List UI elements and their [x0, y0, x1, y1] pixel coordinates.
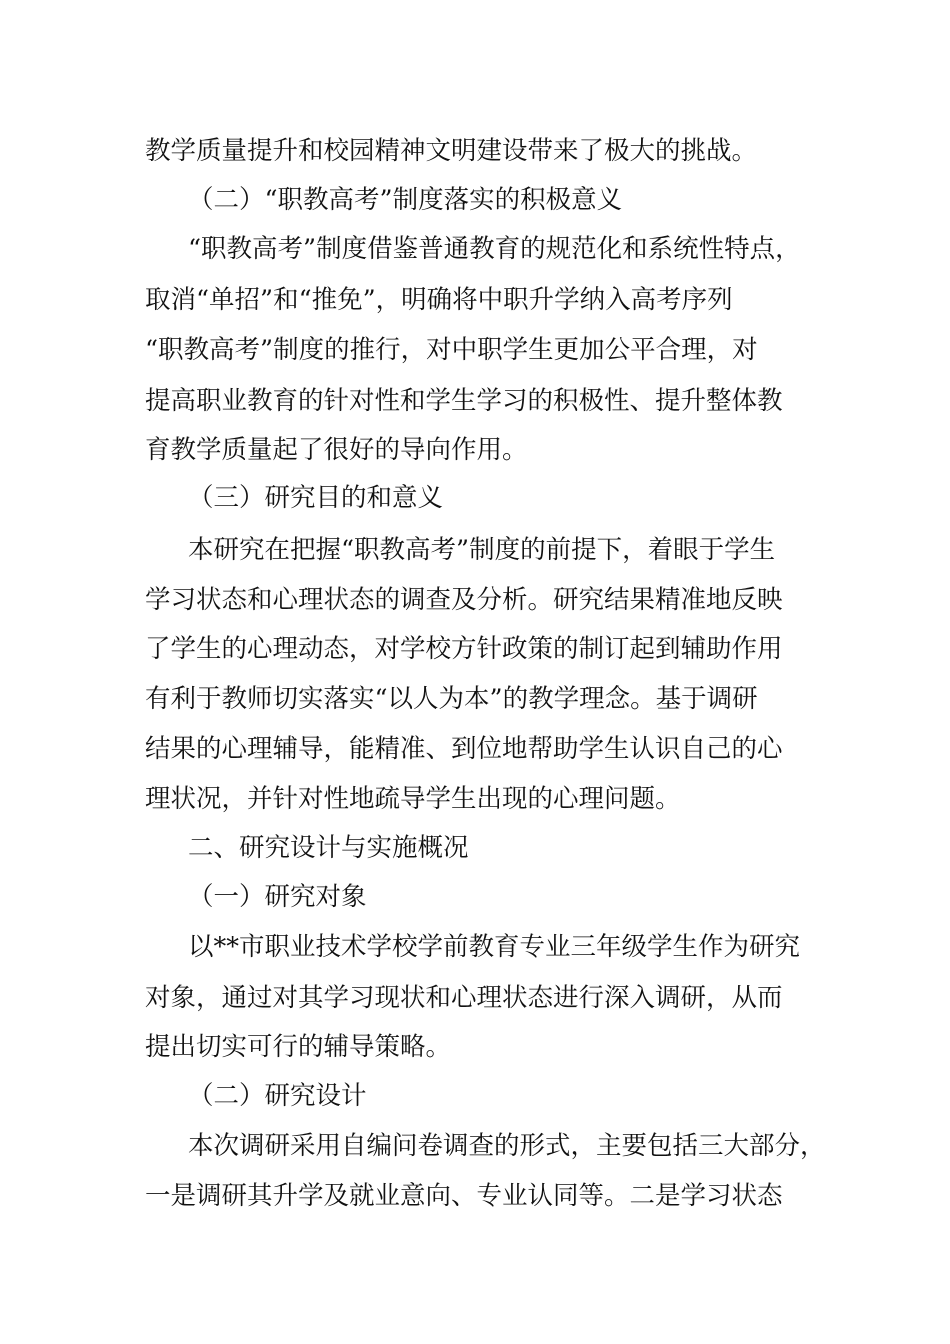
text-line: 结果的心理辅导，能精准、到位地帮助学生认识自己的心: [145, 734, 783, 764]
paragraph-first-line: 本次调研采用自编问卷调查的形式，主要包括三大部分，: [188, 1131, 826, 1161]
paragraph-first-line: 以**市职业技术学校学前教育专业三年级学生作为研究: [188, 932, 801, 962]
paragraph-first-line: “职教高考”制度借鉴普通教育的规范化和系统性特点，: [188, 234, 801, 264]
text-line: 一是调研其升学及就业意向、专业认同等。二是学习状态: [145, 1181, 783, 1211]
section-heading: （二）研究设计: [188, 1081, 367, 1111]
text-line: 理状况，并针对性地疏导学生出现的心理问题。: [145, 784, 681, 814]
paragraph-first-line: 本研究在把握“职教高考”制度的前提下，着眼于学生: [188, 535, 776, 565]
text-line: “职教高考”制度的推行，对中职学生更加公平合理，对: [145, 335, 758, 365]
text-line: 了学生的心理动态，对学校方针政策的制订起到辅助作用: [145, 634, 783, 664]
text-line: 育教学质量起了很好的导向作用。: [145, 435, 528, 465]
text-line: 取消“单招”和“推免”，明确将中职升学纳入高考序列: [145, 285, 733, 315]
section-heading: （三）研究目的和意义: [188, 483, 444, 513]
text-line: 提高职业教育的针对性和学生学习的积极性、提升整体教: [145, 386, 783, 416]
section-heading: （二）“职教高考”制度落实的积极意义: [188, 185, 623, 215]
text-line: 有利于教师切实落实“以人为本”的教学理念。基于调研: [145, 684, 758, 714]
section-heading: （一）研究对象: [188, 882, 367, 912]
text-line: 学习状态和心理状态的调查及分析。研究结果精准地反映: [145, 585, 783, 615]
text-line: 教学质量提升和校园精神文明建设带来了极大的挑战。: [145, 136, 758, 166]
text-line: 提出切实可行的辅导策略。: [145, 1032, 452, 1062]
text-line: 对象，通过对其学习现状和心理状态进行深入调研，从而: [145, 983, 783, 1013]
chapter-heading: 二、研究设计与实施概况: [188, 833, 469, 863]
